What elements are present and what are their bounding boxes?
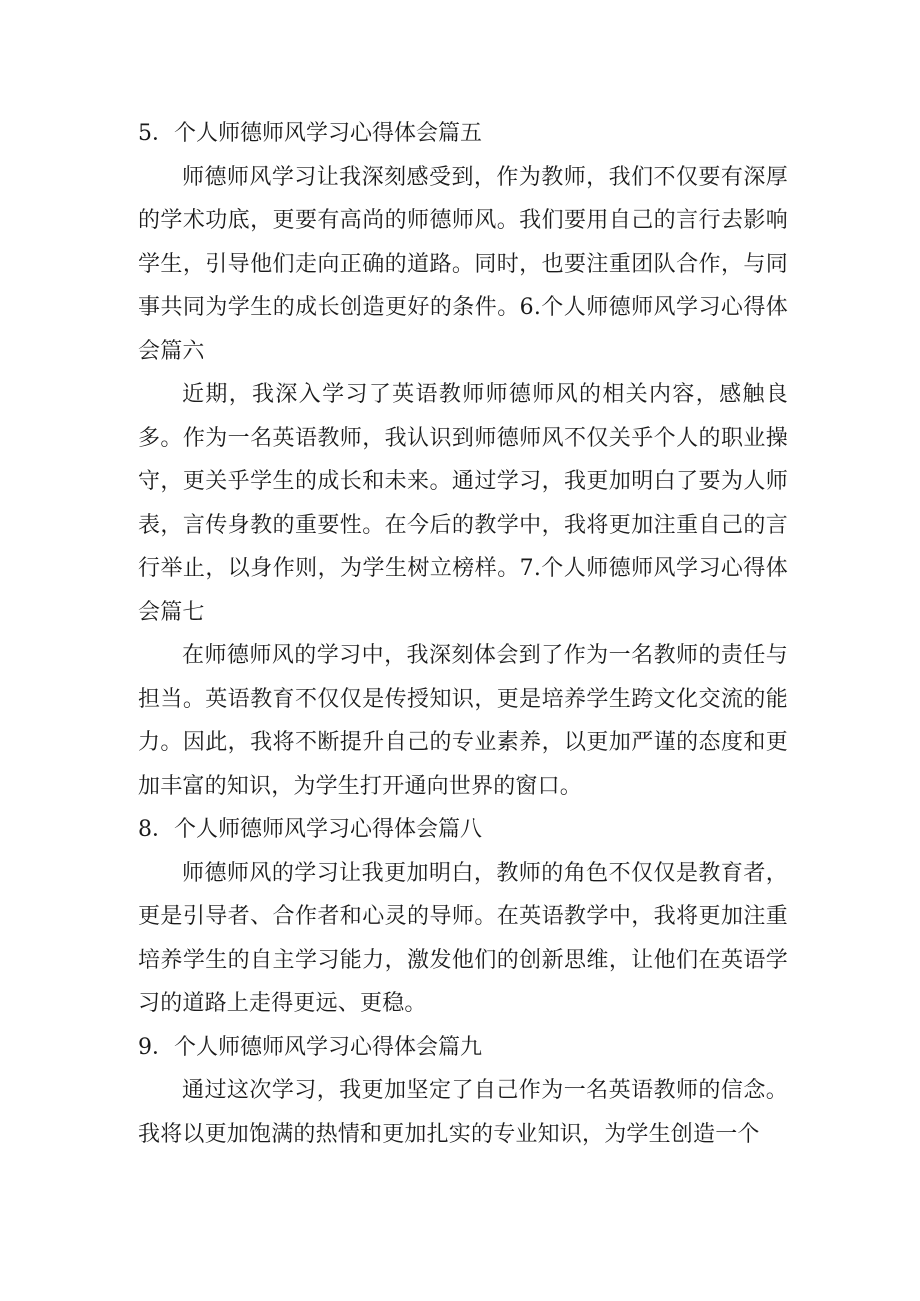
section-heading-9: 9．个人师德师风学习心得体会篇九 — [138, 1034, 482, 1060]
paragraph-8: 师德师风的学习让我更加明白，教师的角色不仅仅是教育者，更是引导者、合作者和心灵的导师。在英语教学中，我将更加注重培养学生的自主学习能力，激发他们的创新思维，让他们在英语学习的道路上走得更远、更稳。 — [138, 860, 788, 1016]
paragraph-5: 师德师风学习让我深刻感受到，作为教师，我们不仅要有深厚的学术功底，更要有高尚的师德师风。我们要用自己的言行去影响学生，引导他们走向正确的道路。同时，也要注重团队合作，与同事共同为学生的成长创造更好的条件。6.个人师德师风学习心得体会篇六 — [138, 164, 788, 364]
paragraph-6: 近期，我深入学习了英语教师师德师风的相关内容，感触良多。作为一名英语教师，我认识到师德师风不仅关乎个人的职业操守，更关乎学生的成长和未来。通过学习，我更加明白了要为人师表，言传身教的重要性。在今后的教学中，我将更加注重自己的言行举止，以身作则，为学生树立榜样。7.个人师德师风学习心得体会篇七 — [138, 382, 788, 625]
paragraph-7: 在师德师风的学习中，我深刻体会到了作为一名教师的责任与担当。英语教育不仅仅是传授知识，更是培养学生跨文化交流的能力。因此，我将不断提升自己的专业素养，以更加严谨的态度和更加丰富的知识，为学生打开通向世界的窗口。 — [138, 643, 788, 799]
section-heading-8: 8．个人师德师风学习心得体会篇八 — [138, 817, 482, 842]
document-page — [138, 112, 788, 1156]
section-heading-5: 5．个人师德师风学习心得体会篇五 — [138, 121, 482, 146]
paragraph-9: 通过这次学习，我更加坚定了自己作为一名英语教师的信念。我将以更加饱满的热情和更加扎实的专业知识，为学生创造一个 — [138, 1078, 788, 1147]
